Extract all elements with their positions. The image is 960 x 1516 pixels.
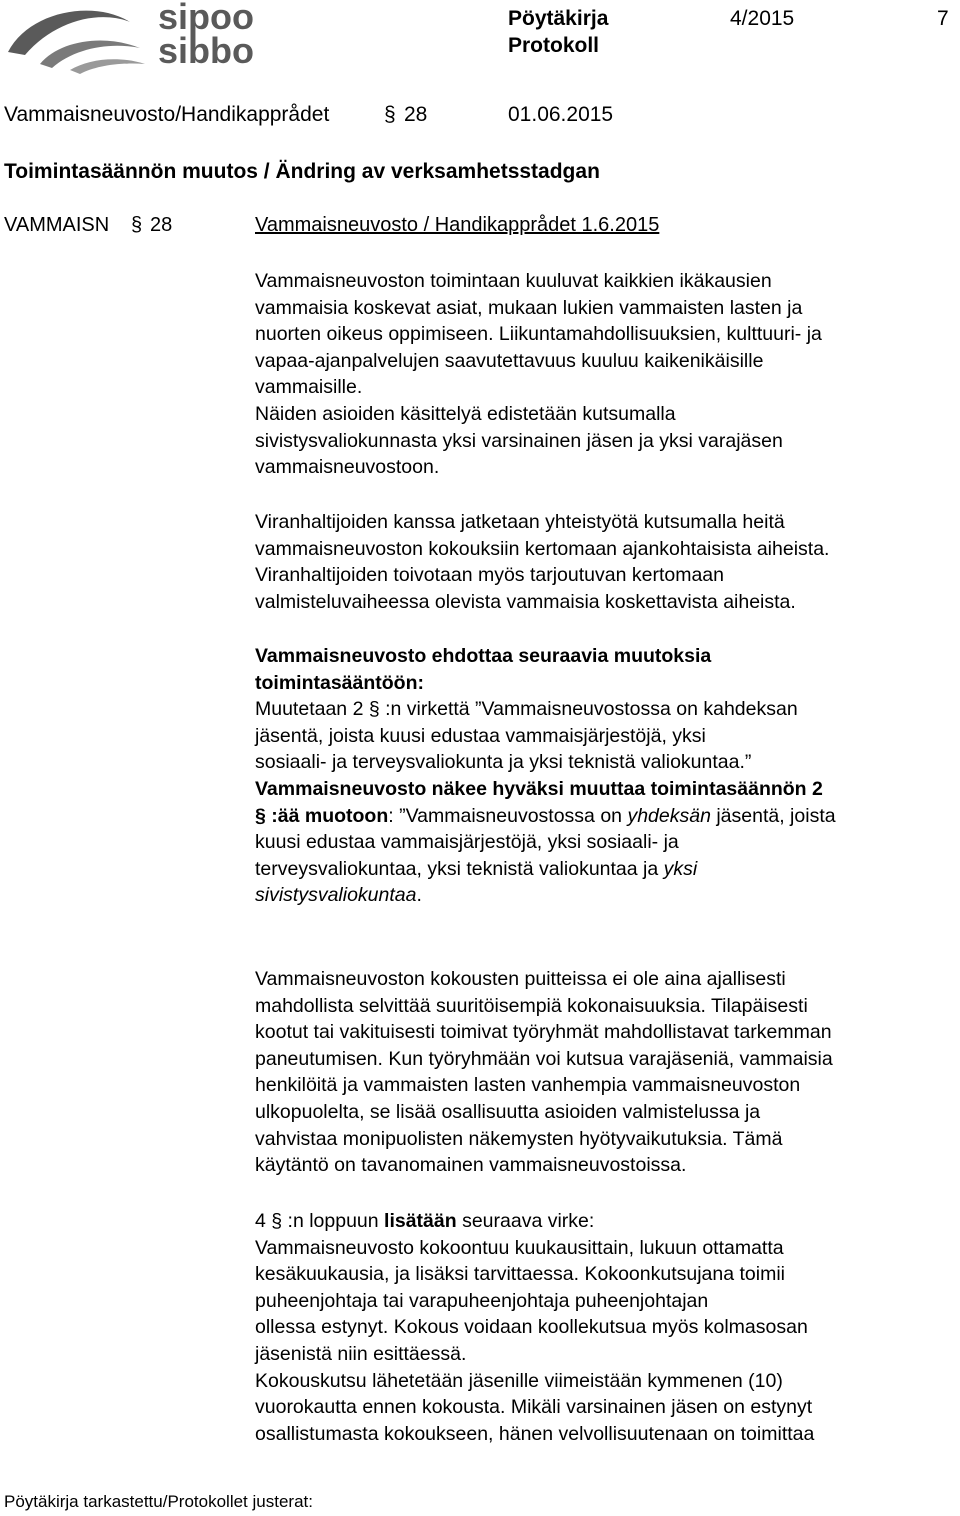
text-line: Vammaisneuvoston toimintaan kuuluvat kaikkien ikäkausien: [255, 270, 772, 292]
text-line: käytäntö on tavanomainen vammaisneuvostoissa.: [255, 1154, 687, 1177]
proposal-heading: Vammaisneuvosto ehdottaa seuraavia muutoksia: [255, 645, 712, 667]
text-line: Muutetaan 2 § :n virkettä ”Vammaisneuvostossa on kahdeksan: [255, 698, 798, 721]
text-line: Kokouskutsu lähetetään jäsenille viimeistään kymmenen (10): [255, 1369, 783, 1392]
text-line: henkilöitä ja vammaisten lasten vanhempia vammaisneuvoston: [255, 1074, 801, 1097]
text-line: jäsentä, joista kuusi edustaa vammaisjärjestöjä, yksi: [255, 724, 706, 747]
text-line: Vammaisneuvoston kokousten puitteissa ei ole aina ajallisesti: [255, 968, 786, 990]
text-line: valmisteluvaiheessa olevista vammaisia koskettavista aiheista.: [255, 590, 796, 613]
text-line: vammaisneuvoston kokouksiin kertomaan ajankohtaisista aiheista.: [255, 537, 830, 560]
meeting-number: 28: [404, 103, 428, 126]
proposal-line: [255, 882, 955, 909]
logo-text-sibbo: sibbo: [158, 30, 254, 71]
section-title: Toimintasäännön muutos / Ändring av verksamhetsstadgan: [4, 160, 600, 183]
text-line: [255, 1208, 955, 1235]
proposal-text: jäsentä, joista: [710, 804, 836, 827]
paragraph-proposal: [255, 643, 955, 909]
proposal-italic: sivistysvaliokuntaa: [255, 884, 417, 907]
text-line: vammaisia koskevat asiat, mukaan lukien vammaisten lasten ja: [255, 296, 803, 319]
ref-number: 28: [150, 214, 173, 236]
proposal-text: .: [416, 884, 422, 907]
text-line: vapaa-ajanpalvelujen saavutettavuus kuuluu kaikenikäisille: [255, 349, 764, 372]
paragraph-officials: [255, 509, 955, 615]
meeting-date: 01.06.2015: [508, 103, 614, 126]
text-bold: lisätään: [384, 1210, 457, 1232]
text-line: nuorten oikeus oppimiseen. Liikuntamahdollisuuksien, kulttuuri- ja: [255, 323, 822, 346]
section-sign-icon: §: [131, 214, 143, 236]
footer-review-note: Pöytäkirja tarkastettu/Protokollet justerat:: [4, 1492, 313, 1511]
paragraph-working-groups: [255, 966, 955, 1179]
proposal-italic: yksi: [663, 857, 698, 880]
text-line: Vammaisneuvosto kokoontuu kuukausittain, lukuun ottamatta: [255, 1236, 784, 1259]
proposal-line: [255, 803, 955, 830]
section-sign-icon: §: [384, 103, 396, 126]
text-line: puheenjohtaja tai varapuheenjohtaja puheenjohtajan: [255, 1289, 709, 1312]
ref-code: VAMMAISN: [4, 214, 110, 236]
proposal-italic: yhdeksän: [627, 804, 711, 827]
text-segment: 4 § :n loppuun: [255, 1210, 385, 1232]
text-line: paneutumisen. Kun työryhmään voi kutsua varajäseniä, vammaisia: [255, 1047, 833, 1070]
doc-type-sv: Protokoll: [508, 34, 600, 57]
proposal-text: : ”Vammaisneuvostossa on: [388, 804, 628, 827]
proposal-line: [255, 856, 955, 883]
text-line: Näiden asioiden käsittelyä edistetään kutsumalla: [255, 402, 676, 425]
text-line: vahvistaa monipuolisten näkemysten hyötyvaikutuksia. Tämä: [255, 1127, 783, 1150]
proposal-heading: toimintasääntöön:: [255, 671, 424, 694]
proposal-text: terveysvaliokuntaa, yksi teknistä valiokuntaa ja: [255, 857, 664, 880]
text-line: vuorokautta ennen kokousta. Mikäli varsinainen jäsen on estynyt: [255, 1396, 813, 1419]
text-line: sosiaali- ja terveysvaliokunta ja yksi teknistä valiokuntaa.”: [255, 751, 752, 774]
text-line: sivistysvaliokunnasta yksi varsinainen jäsen ja yksi varajäsen: [255, 429, 783, 452]
page-number: 7: [937, 7, 949, 30]
issue-number: 4/2015: [730, 7, 795, 30]
text-line: ulkopuolelta, se lisää osallisuutta asioiden valmistelussa ja: [255, 1100, 761, 1123]
text-line: mahdollista selvittää suuritöisempiä kokonaisuuksia. Tilapäisesti: [255, 994, 808, 1017]
text-segment: seuraava virke:: [456, 1210, 595, 1232]
text-line: vammaisneuvostoon.: [255, 456, 440, 479]
body-name: Vammaisneuvosto/Handikapprådet: [4, 103, 330, 126]
text-line: kootut tai vakituisesti toimivat työryhmät mahdollistavat tarkemman: [255, 1021, 832, 1044]
text-line: vammaisille.: [255, 376, 363, 399]
proposal-bold: § :ää muotoon: [255, 804, 389, 827]
meeting-ref-link[interactable]: Vammaisneuvosto / Handikapprådet 1.6.2015: [255, 214, 660, 236]
proposal-decision: Vammaisneuvosto näkee hyväksi muuttaa toimintasäännön 2: [255, 777, 823, 800]
paragraph-meetings: [255, 1208, 955, 1447]
logo-text-sipoo: sipoo: [158, 0, 254, 37]
text-line: kesäkuukausia, ja lisäksi tarvittaessa. Kokoonkutsujana toimii: [255, 1263, 786, 1286]
doc-type-fi: Pöytäkirja: [508, 7, 609, 30]
text-line: Viranhaltijoiden toivotaan myös tarjoutuvan kertomaan: [255, 564, 724, 587]
text-line: kuusi edustaa vammaisjärjestöjä, yksi sosiaali- ja: [255, 831, 679, 854]
text-line: osallistumasta kokoukseen, hänen velvollisuutenaan on toimittaa: [255, 1422, 815, 1445]
text-line: jäsenistä niin esittäessä.: [255, 1342, 467, 1365]
text-line: Viranhaltijoiden kanssa jatketaan yhteistyötä kutsumalla heitä: [255, 511, 785, 533]
text-line: ollessa estynyt. Kokous voidaan koollekutsua myös kolmasosan: [255, 1316, 808, 1339]
paragraph-scope: [255, 268, 955, 481]
